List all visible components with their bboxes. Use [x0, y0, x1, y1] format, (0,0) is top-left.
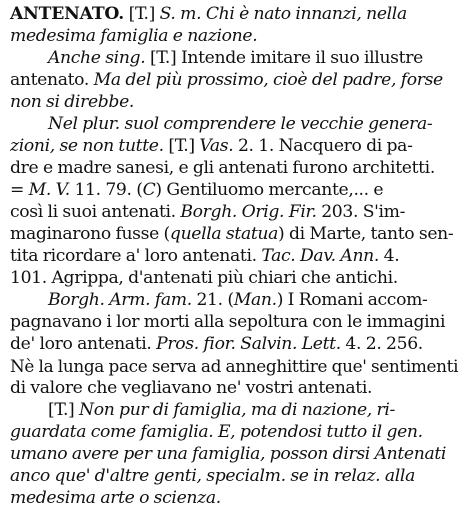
italic-segment: guardata come famiglia. E, potendosi tutto il gen. — [10, 422, 423, 442]
italic-segment: Pros. fior. Salvin. Lett. — [156, 334, 341, 354]
text-segment: antenato. — [10, 70, 94, 90]
text-segment: [T.] — [48, 400, 80, 420]
text-line — [10, 465, 462, 487]
italic-segment: Ma del più prossimo, cioè del padre, forse — [93, 70, 443, 90]
italic-segment: S. m. Chi è nato innanzi, nella — [159, 4, 407, 24]
text-line — [10, 47, 462, 69]
text-line — [10, 377, 462, 399]
text-line — [10, 69, 462, 91]
text-line — [10, 487, 462, 509]
text-line — [10, 3, 462, 25]
text-line — [10, 443, 462, 465]
italic-segment: medesima famiglia e nazione. — [10, 26, 258, 46]
text-segment: tita ricordare a' loro antenati. — [10, 246, 262, 266]
text-line — [10, 333, 462, 355]
dictionary-entry — [10, 3, 462, 509]
text-line — [10, 113, 462, 135]
italic-segment: Non pur di famiglia, ma di nazione, ri- — [79, 400, 395, 420]
text-segment: Nè la lunga pace serva ad anneghittire que' sentimenti — [10, 356, 459, 376]
italic-segment: Borgh. Arm. fam. — [48, 290, 192, 310]
text-segment: [T.] — [163, 136, 200, 156]
text-line — [10, 223, 462, 245]
italic-segment: Tac. Dav. Ann. — [261, 246, 379, 266]
italic-segment: non si direbbe. — [10, 92, 135, 112]
italic-segment: Anche sing. — [48, 48, 146, 68]
italic-segment: C — [142, 180, 156, 200]
text-line — [10, 355, 462, 377]
italic-segment: umano avere per una famiglia, posson dirsi Antenati — [10, 444, 447, 464]
text-segment: = — [10, 180, 29, 200]
text-line — [10, 179, 462, 201]
italic-segment: Man. — [233, 290, 277, 310]
text-segment: dre e madre sanesi, e gli antenati furono architetti. — [10, 158, 435, 178]
text-segment: 21. ( — [191, 290, 234, 310]
italic-segment: zioni, se non tutte. — [10, 136, 164, 156]
italic-segment: M. V. — [28, 180, 70, 200]
text-line — [10, 201, 462, 223]
text-line — [10, 245, 462, 267]
text-segment: de' loro antenati. — [10, 334, 157, 354]
text-line — [10, 135, 462, 157]
text-segment: 203. S'im- — [316, 202, 406, 222]
text-segment: ) Gentiluomo mercante,... e — [155, 180, 384, 200]
text-line — [10, 289, 462, 311]
text-segment: 11. 79. ( — [69, 180, 143, 200]
italic-segment: Vas. — [199, 136, 234, 156]
text-segment: pagnavano i lor morti alla sepoltura con le immagini — [10, 312, 446, 332]
italic-segment: quella statua — [169, 224, 279, 244]
text-segment: 2. 1. Nacquero di pa- — [233, 136, 413, 156]
text-line — [10, 157, 462, 179]
text-segment: di valore che vegliavano ne' vostri antenati. — [10, 378, 373, 398]
text-segment: 101. Agrippa, d'antenati più chiari che antichi. — [10, 268, 398, 288]
text-segment: ) di Marte, tanto sen- — [278, 224, 454, 244]
text-segment: [T.] Intende imitare il suo illustre — [145, 48, 423, 68]
text-line — [10, 267, 462, 289]
text-segment: maginarono fusse ( — [10, 224, 170, 244]
text-line — [10, 421, 462, 443]
text-line — [10, 91, 462, 113]
text-line — [10, 25, 462, 47]
text-line — [10, 399, 462, 421]
text-segment: ) I Romani accom- — [276, 290, 428, 310]
italic-segment: Nel plur. suol comprendere le vecchie genera- — [48, 114, 433, 134]
italic-segment: anco que' d'altre genti, specialm. se in relaz. alla — [10, 466, 415, 486]
headword: ANTENATO. — [10, 4, 124, 24]
text-line — [10, 311, 462, 333]
italic-segment: medesima arte o scienza. — [10, 488, 221, 508]
text-segment: 4. 2. 256. — [340, 334, 423, 354]
italic-segment: Borgh. Orig. Fir. — [180, 202, 317, 222]
text-segment: così li suoi antenati. — [10, 202, 181, 222]
text-segment: 4. — [379, 246, 400, 266]
text-segment: [T.] — [123, 4, 160, 24]
